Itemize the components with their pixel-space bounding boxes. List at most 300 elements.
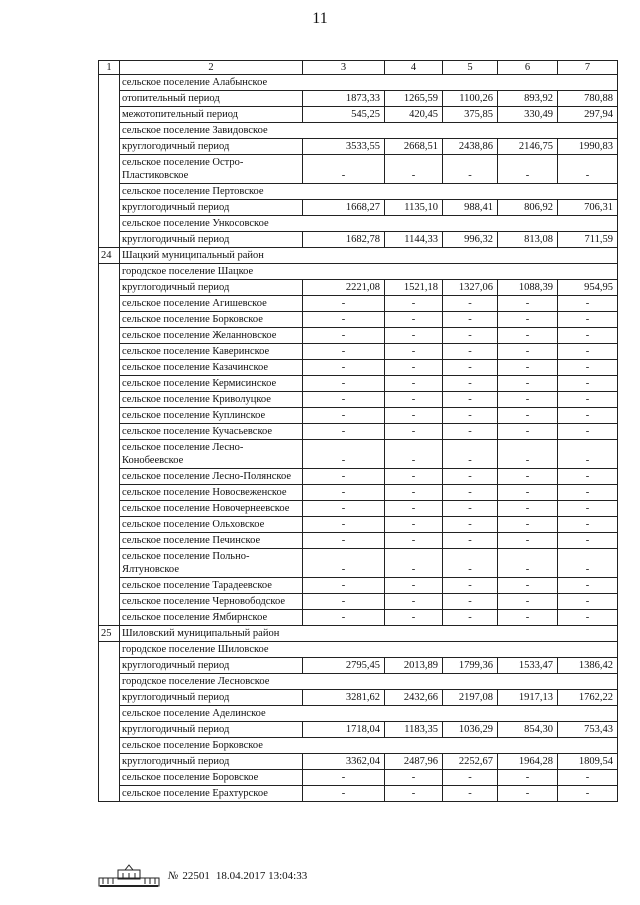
period-row <box>99 139 618 155</box>
empty-value-cell: - <box>498 392 558 408</box>
value-cell: 711,59 <box>558 232 618 248</box>
value-cell: 893,92 <box>498 91 558 107</box>
value-cell: 297,94 <box>558 107 618 123</box>
empty-value-cell: - <box>303 312 385 328</box>
value-cell: 1964,28 <box>498 754 558 770</box>
period-row <box>99 578 618 594</box>
empty-value-cell: - <box>558 786 618 802</box>
settlement-name: сельское поселение Куплинское <box>120 408 303 424</box>
district-name: Шиловский муниципальный район <box>120 626 618 642</box>
period-row <box>99 658 618 674</box>
row-index-empty <box>99 360 120 376</box>
row-index-empty <box>99 533 120 549</box>
col-header: 6 <box>498 61 558 75</box>
empty-value-cell: - <box>558 344 618 360</box>
empty-value-cell: - <box>498 517 558 533</box>
value-cell: 2252,67 <box>443 754 498 770</box>
value-cell: 3281,62 <box>303 690 385 706</box>
value-cell: 1682,78 <box>303 232 385 248</box>
col-header: 7 <box>558 61 618 75</box>
period-row <box>99 501 618 517</box>
empty-value-cell: - <box>498 312 558 328</box>
row-index-empty <box>99 123 120 139</box>
row-index-empty <box>99 517 120 533</box>
empty-value-cell: - <box>443 501 498 517</box>
empty-value-cell: - <box>385 376 443 392</box>
empty-value-cell: - <box>385 549 443 578</box>
empty-value-cell: - <box>498 344 558 360</box>
empty-value-cell: - <box>558 517 618 533</box>
value-cell: 1144,33 <box>385 232 443 248</box>
period-row <box>99 296 618 312</box>
period-row <box>99 280 618 296</box>
value-cell: 1135,10 <box>385 200 443 216</box>
settlement-name: сельское поселение Борковское <box>120 312 303 328</box>
value-cell: 1668,27 <box>303 200 385 216</box>
empty-value-cell: - <box>443 549 498 578</box>
empty-value-cell: - <box>443 770 498 786</box>
empty-value-cell: - <box>558 501 618 517</box>
empty-value-cell: - <box>498 296 558 312</box>
value-cell: 3362,04 <box>303 754 385 770</box>
row-index-empty <box>99 578 120 594</box>
empty-value-cell: - <box>498 610 558 626</box>
row-index-empty <box>99 469 120 485</box>
period-label: круглогодичный период <box>120 280 303 296</box>
empty-value-cell: - <box>385 424 443 440</box>
empty-value-cell: - <box>558 408 618 424</box>
period-row <box>99 312 618 328</box>
row-index-empty <box>99 155 120 184</box>
document-datetime: 18.04.2017 13:04:33 <box>215 870 308 882</box>
settlement-row <box>99 642 618 658</box>
empty-value-cell: - <box>558 360 618 376</box>
value-cell: 3533,55 <box>303 139 385 155</box>
row-index-empty <box>99 280 120 296</box>
value-cell: 2197,08 <box>443 690 498 706</box>
settlement-row <box>99 674 618 690</box>
row-index-empty <box>99 312 120 328</box>
row-index-empty <box>99 690 120 706</box>
period-label: круглогодичный период <box>120 690 303 706</box>
empty-value-cell: - <box>303 155 385 184</box>
period-row <box>99 155 618 184</box>
empty-value-cell: - <box>443 440 498 469</box>
settlement-name: сельское поселение Остро-Пластиковское <box>120 155 303 184</box>
value-cell: 1718,04 <box>303 722 385 738</box>
number-sign: № <box>168 870 179 882</box>
value-cell: 330,49 <box>498 107 558 123</box>
settlement-row <box>99 706 618 722</box>
empty-value-cell: - <box>303 594 385 610</box>
value-cell: 1036,29 <box>443 722 498 738</box>
empty-value-cell: - <box>385 517 443 533</box>
district-row <box>99 626 618 642</box>
empty-value-cell: - <box>303 440 385 469</box>
settlement-row <box>99 264 618 280</box>
row-index-empty <box>99 424 120 440</box>
empty-value-cell: - <box>303 517 385 533</box>
empty-value-cell: - <box>443 533 498 549</box>
period-row <box>99 469 618 485</box>
empty-value-cell: - <box>385 344 443 360</box>
empty-value-cell: - <box>558 440 618 469</box>
col-header: 2 <box>120 61 303 75</box>
empty-value-cell: - <box>498 485 558 501</box>
period-row <box>99 610 618 626</box>
empty-value-cell: - <box>385 533 443 549</box>
row-index-empty <box>99 328 120 344</box>
row-index-empty <box>99 485 120 501</box>
empty-value-cell: - <box>498 408 558 424</box>
period-label: отопительный период <box>120 91 303 107</box>
settlement-name: сельское поселение Лесно-Полянское <box>120 469 303 485</box>
value-cell: 996,32 <box>443 232 498 248</box>
settlement-name: сельское поселение Агишевское <box>120 296 303 312</box>
period-row <box>99 232 618 248</box>
period-row <box>99 549 618 578</box>
row-index-empty <box>99 232 120 248</box>
empty-value-cell: - <box>385 485 443 501</box>
empty-value-cell: - <box>385 786 443 802</box>
empty-value-cell: - <box>385 408 443 424</box>
value-cell: 2438,86 <box>443 139 498 155</box>
value-cell: 2668,51 <box>385 139 443 155</box>
row-index-empty <box>99 658 120 674</box>
empty-value-cell: - <box>303 424 385 440</box>
period-row <box>99 107 618 123</box>
empty-value-cell: - <box>443 594 498 610</box>
empty-value-cell: - <box>558 770 618 786</box>
settlement-name: городское поселение Лесновское <box>120 674 618 690</box>
settlement-name: сельское поселение Аделинское <box>120 706 618 722</box>
settlement-name: сельское поселение Польно-Ялтуновское <box>120 549 303 578</box>
empty-value-cell: - <box>443 517 498 533</box>
period-label: круглогодичный период <box>120 139 303 155</box>
row-index-empty <box>99 440 120 469</box>
empty-value-cell: - <box>443 578 498 594</box>
empty-value-cell: - <box>303 360 385 376</box>
row-index: 24 <box>99 248 120 264</box>
col-header: 5 <box>443 61 498 75</box>
empty-value-cell: - <box>558 549 618 578</box>
settlement-name: сельское поселение Ямбирнское <box>120 610 303 626</box>
empty-value-cell: - <box>558 312 618 328</box>
empty-value-cell: - <box>385 578 443 594</box>
empty-value-cell: - <box>385 392 443 408</box>
empty-value-cell: - <box>443 469 498 485</box>
period-row <box>99 376 618 392</box>
period-row <box>99 754 618 770</box>
empty-value-cell: - <box>498 424 558 440</box>
settlement-name: городское поселение Шацкое <box>120 264 618 280</box>
period-row <box>99 344 618 360</box>
value-cell: 420,45 <box>385 107 443 123</box>
empty-value-cell: - <box>303 485 385 501</box>
period-label: круглогодичный период <box>120 754 303 770</box>
empty-value-cell: - <box>558 578 618 594</box>
settlement-name: сельское поселение Казачинское <box>120 360 303 376</box>
empty-value-cell: - <box>385 155 443 184</box>
row-index-empty <box>99 75 120 91</box>
value-cell: 806,92 <box>498 200 558 216</box>
settlement-name: сельское поселение Завидовское <box>120 123 618 139</box>
empty-value-cell: - <box>443 610 498 626</box>
row-index-empty <box>99 184 120 200</box>
empty-value-cell: - <box>385 360 443 376</box>
period-row <box>99 424 618 440</box>
empty-value-cell: - <box>558 485 618 501</box>
period-row <box>99 517 618 533</box>
empty-value-cell: - <box>498 549 558 578</box>
empty-value-cell: - <box>558 610 618 626</box>
value-cell: 1533,47 <box>498 658 558 674</box>
empty-value-cell: - <box>443 392 498 408</box>
value-cell: 1183,35 <box>385 722 443 738</box>
empty-value-cell: - <box>443 328 498 344</box>
settlement-name: городское поселение Шиловское <box>120 642 618 658</box>
period-row <box>99 533 618 549</box>
value-cell: 988,41 <box>443 200 498 216</box>
settlement-name: сельское поселение Лесно-Конобеевское <box>120 440 303 469</box>
row-index-empty <box>99 264 120 280</box>
value-cell: 1265,59 <box>385 91 443 107</box>
settlement-name: сельское поселение Печинское <box>120 533 303 549</box>
row-index-empty <box>99 754 120 770</box>
period-row <box>99 392 618 408</box>
empty-value-cell: - <box>385 610 443 626</box>
empty-value-cell: - <box>498 376 558 392</box>
value-cell: 2487,96 <box>385 754 443 770</box>
settlement-name: сельское поселение Новосвеженское <box>120 485 303 501</box>
period-row <box>99 200 618 216</box>
period-row <box>99 786 618 802</box>
empty-value-cell: - <box>303 328 385 344</box>
empty-value-cell: - <box>385 594 443 610</box>
row-index-empty <box>99 594 120 610</box>
row-index-empty <box>99 91 120 107</box>
page-number: 11 <box>312 10 328 27</box>
value-cell: 1386,42 <box>558 658 618 674</box>
period-row <box>99 408 618 424</box>
settlement-name: сельское поселение Желанновское <box>120 328 303 344</box>
value-cell: 753,43 <box>558 722 618 738</box>
empty-value-cell: - <box>558 296 618 312</box>
row-index-empty <box>99 376 120 392</box>
col-header: 3 <box>303 61 385 75</box>
period-row <box>99 328 618 344</box>
empty-value-cell: - <box>443 408 498 424</box>
value-cell: 2795,45 <box>303 658 385 674</box>
row-index-empty <box>99 139 120 155</box>
settlement-name: сельское поселение Каверинское <box>120 344 303 360</box>
settlement-name: сельское поселение Тарадеевское <box>120 578 303 594</box>
settlement-name: сельское поселение Новочернеевское <box>120 501 303 517</box>
row-index-empty <box>99 408 120 424</box>
empty-value-cell: - <box>498 155 558 184</box>
empty-value-cell: - <box>443 360 498 376</box>
empty-value-cell: - <box>558 594 618 610</box>
empty-value-cell: - <box>385 312 443 328</box>
empty-value-cell: - <box>385 770 443 786</box>
value-cell: 706,31 <box>558 200 618 216</box>
empty-value-cell: - <box>443 155 498 184</box>
period-label: круглогодичный период <box>120 658 303 674</box>
row-index-empty <box>99 392 120 408</box>
row-index-empty <box>99 786 120 802</box>
value-cell: 1521,18 <box>385 280 443 296</box>
empty-value-cell: - <box>385 501 443 517</box>
document-number: 22501 <box>182 870 210 882</box>
empty-value-cell: - <box>498 786 558 802</box>
tariff-table <box>98 60 618 802</box>
empty-value-cell: - <box>558 155 618 184</box>
value-cell: 1799,36 <box>443 658 498 674</box>
row-index-empty <box>99 344 120 360</box>
empty-value-cell: - <box>303 549 385 578</box>
empty-value-cell: - <box>498 533 558 549</box>
empty-value-cell: - <box>303 610 385 626</box>
document-footer <box>98 862 307 890</box>
row-index-empty <box>99 738 120 754</box>
period-row <box>99 690 618 706</box>
empty-value-cell: - <box>443 312 498 328</box>
period-row <box>99 722 618 738</box>
row-index-empty <box>99 200 120 216</box>
value-cell: 1762,22 <box>558 690 618 706</box>
period-label: круглогодичный период <box>120 200 303 216</box>
empty-value-cell: - <box>558 469 618 485</box>
empty-value-cell: - <box>303 770 385 786</box>
value-cell: 2146,75 <box>498 139 558 155</box>
empty-value-cell: - <box>443 296 498 312</box>
empty-value-cell: - <box>303 469 385 485</box>
empty-value-cell: - <box>303 578 385 594</box>
settlement-name: сельское поселение Ерахтурское <box>120 786 303 802</box>
row-index-empty <box>99 674 120 690</box>
settlement-name: сельское поселение Кермисинское <box>120 376 303 392</box>
period-label: круглогодичный период <box>120 232 303 248</box>
col-header: 4 <box>385 61 443 75</box>
value-cell: 1990,83 <box>558 139 618 155</box>
row-index-empty <box>99 296 120 312</box>
empty-value-cell: - <box>498 469 558 485</box>
district-row <box>99 248 618 264</box>
value-cell: 813,08 <box>498 232 558 248</box>
value-cell: 1873,33 <box>303 91 385 107</box>
row-index-empty <box>99 706 120 722</box>
period-row <box>99 360 618 376</box>
settlement-name: сельское поселение Борковское <box>120 738 618 754</box>
value-cell: 854,30 <box>498 722 558 738</box>
col-header: 1 <box>99 61 120 75</box>
empty-value-cell: - <box>498 578 558 594</box>
empty-value-cell: - <box>303 344 385 360</box>
value-cell: 1088,39 <box>498 280 558 296</box>
value-cell: 1327,06 <box>443 280 498 296</box>
empty-value-cell: - <box>385 328 443 344</box>
settlement-name: сельское поселение Алабынское <box>120 75 618 91</box>
column-number-row <box>99 61 618 75</box>
row-index-empty <box>99 216 120 232</box>
empty-value-cell: - <box>385 440 443 469</box>
empty-value-cell: - <box>443 485 498 501</box>
building-seal-icon <box>98 864 160 888</box>
settlement-name: сельское поселение Боровское <box>120 770 303 786</box>
settlement-row <box>99 75 618 91</box>
empty-value-cell: - <box>385 469 443 485</box>
empty-value-cell: - <box>303 296 385 312</box>
empty-value-cell: - <box>558 424 618 440</box>
settlement-row <box>99 738 618 754</box>
empty-value-cell: - <box>498 594 558 610</box>
empty-value-cell: - <box>558 328 618 344</box>
empty-value-cell: - <box>443 424 498 440</box>
empty-value-cell: - <box>303 376 385 392</box>
empty-value-cell: - <box>303 501 385 517</box>
empty-value-cell: - <box>303 408 385 424</box>
row-index-empty <box>99 610 120 626</box>
empty-value-cell: - <box>558 533 618 549</box>
settlement-name: сельское поселение Пертовское <box>120 184 618 200</box>
row-index-empty <box>99 642 120 658</box>
settlement-name: сельское поселение Криволуцкое <box>120 392 303 408</box>
empty-value-cell: - <box>303 392 385 408</box>
empty-value-cell: - <box>443 344 498 360</box>
row-index-empty <box>99 722 120 738</box>
empty-value-cell: - <box>498 770 558 786</box>
period-label: межотопительный период <box>120 107 303 123</box>
empty-value-cell: - <box>303 786 385 802</box>
empty-value-cell: - <box>385 296 443 312</box>
row-index-empty <box>99 501 120 517</box>
value-cell: 954,95 <box>558 280 618 296</box>
row-index-empty <box>99 770 120 786</box>
period-row <box>99 594 618 610</box>
period-row <box>99 770 618 786</box>
row-index: 25 <box>99 626 120 642</box>
period-label: круглогодичный период <box>120 722 303 738</box>
value-cell: 780,88 <box>558 91 618 107</box>
value-cell: 1809,54 <box>558 754 618 770</box>
settlement-name: сельское поселение Кучасьевское <box>120 424 303 440</box>
empty-value-cell: - <box>498 328 558 344</box>
period-row <box>99 91 618 107</box>
settlement-name: сельское поселение Черновободское <box>120 594 303 610</box>
value-cell: 1100,26 <box>443 91 498 107</box>
empty-value-cell: - <box>558 376 618 392</box>
value-cell: 1917,13 <box>498 690 558 706</box>
empty-value-cell: - <box>498 360 558 376</box>
value-cell: 545,25 <box>303 107 385 123</box>
row-index-empty <box>99 107 120 123</box>
row-index-empty <box>99 549 120 578</box>
value-cell: 2013,89 <box>385 658 443 674</box>
empty-value-cell: - <box>498 501 558 517</box>
settlement-row <box>99 216 618 232</box>
empty-value-cell: - <box>498 440 558 469</box>
settlement-row <box>99 123 618 139</box>
period-row <box>99 485 618 501</box>
value-cell: 2432,66 <box>385 690 443 706</box>
settlement-row <box>99 184 618 200</box>
value-cell: 375,85 <box>443 107 498 123</box>
value-cell: 2221,08 <box>303 280 385 296</box>
empty-value-cell: - <box>303 533 385 549</box>
empty-value-cell: - <box>558 392 618 408</box>
period-row <box>99 440 618 469</box>
empty-value-cell: - <box>443 376 498 392</box>
